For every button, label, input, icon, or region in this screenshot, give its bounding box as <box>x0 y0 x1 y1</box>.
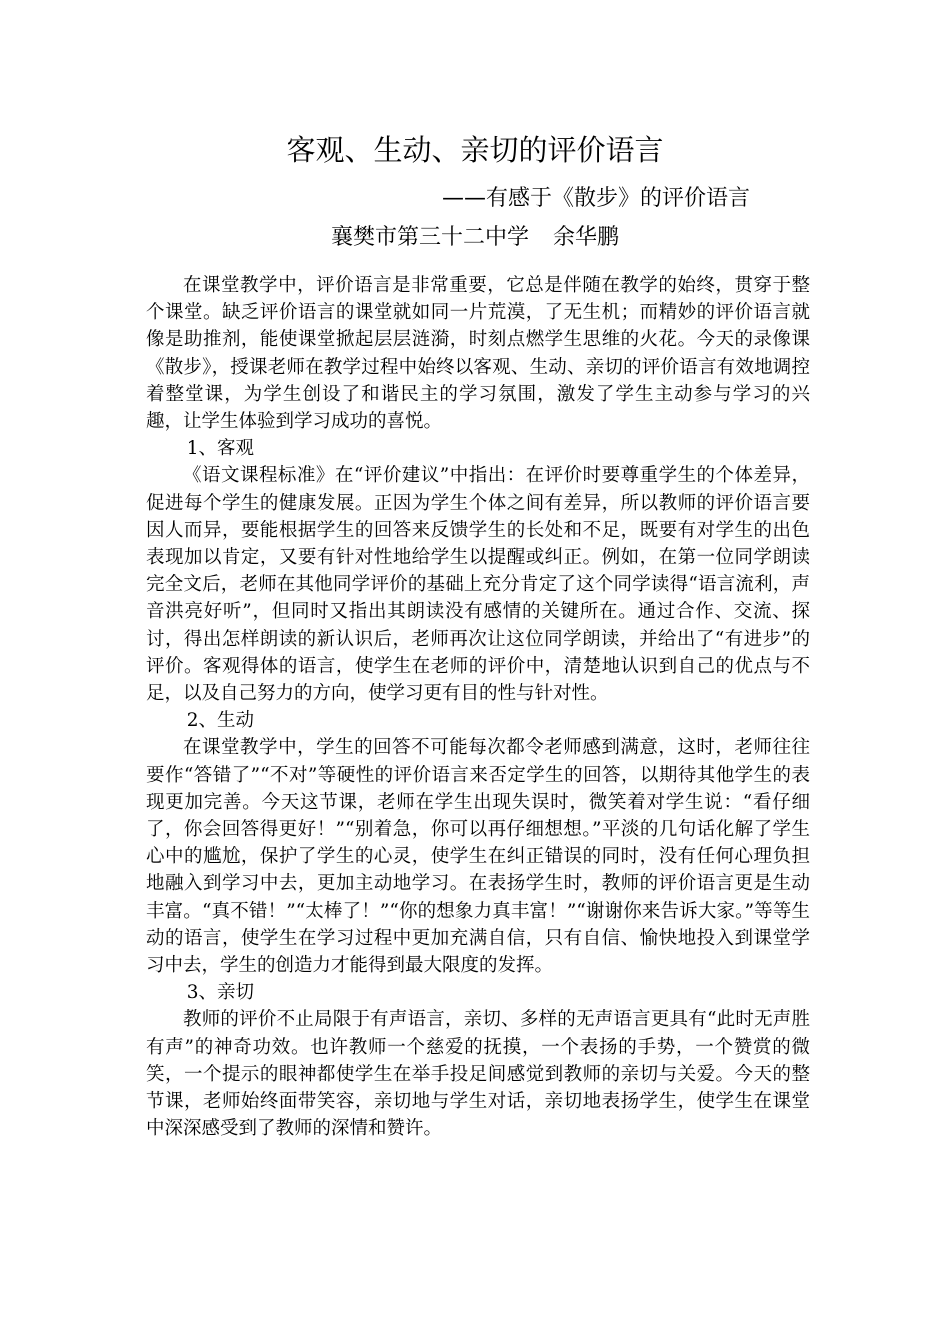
section-heading-objective: 1、客观 <box>186 438 254 460</box>
section-heading-kind: 3、亲切 <box>186 982 254 1004</box>
author-name: 余华鹏 <box>553 225 620 250</box>
document-subtitle: ——有感于《散步》的评价语言 <box>441 186 750 211</box>
section-paragraph-vivid: 在课堂教学中，学生的回答不可能每次都令老师感到满意，这时，老师往往要作“答错了”“不对”等硬性的评价语言来否定学生的回答，以期待其他学生的表现更加完善。今天这节课，老师在学生出现失误时，微笑着对学生说：“看仔细了，你会回答得更好！”“别着急，你可以再仔细想想。”平淡的几句话化解了学生心中的尴尬，保护了学生的心灵，使学生在纠正错误的同时，没有任何心理负担地融入到学习中去，更加主动地学习。在表扬学生时，教师的评价语言更是生动丰富。“真不错！”“太棒了！”“你的想象力真丰富！”“谢谢你来告诉大家。”等等生动的语言，使学生在学习过程中更加充满自信，只有自信、愉快地投入到课堂学习中去，学生的创造力才能得到最大限度的发挥。 <box>146 737 810 977</box>
section-paragraph-objective: 《语文课程标准》在“评价建议”中指出：在评价时要尊重学生的个体差异，促进每个学生的健康发展。正因为学生个体之间有差异，所以教师的评价语言要因人而异，要能根据学生的回答来反馈学生的长处和不足，既要有对学生的出色表现加以肯定，又要有针对性地给学生以提醒或纠正。例如，在第一位同学朗读完全文后，老师在其他同学评价的基础上充分肯定了这个同学读得“语言流利，声音洪亮好听”，但同时又指出其朗读没有感情的关键所在。通过合作、交流、探讨，得出怎样朗读的新认识后，老师再次让这位同学朗读，并给出了“有进步”的评价。客观得体的语言，使学生在老师的评价中，清楚地认识到自己的优点与不足，以及自己努力的方向，使学习更有目的性与针对性。 <box>146 465 810 705</box>
document-title: 客观、生动、亲切的评价语言 <box>286 133 664 167</box>
intro-paragraph: 在课堂教学中，评价语言是非常重要，它总是伴随在教学的始终，贯穿于整个课堂。缺乏评价语言的课堂就如同一片荒漠，了无生机；而精妙的评价语言就像是助推剂，能使课堂掀起层层涟漪，时刻点燃学生思维的火花。今天的录像课《散步》，授课老师在教学过程中始终以客观、生动、亲切的评价语言有效地调控着整堂课，为学生创设了和谐民主的学习氛围，激发了学生主动参与学习的兴趣，让学生体验到学习成功的喜悦。 <box>146 275 810 433</box>
author-line <box>0 222 950 254</box>
section-paragraph-kind: 教师的评价不止局限于有声语言，亲切、多样的无声语言更具有“此时无声胜有声”的神奇功效。也许教师一个慈爱的抚摸，一个表扬的手势，一个赞赏的微笑，一个提示的眼神都使学生在举手投足间感觉到教师的亲切与关爱。今天的整节课，老师始终面带笑容，亲切地与学生对话，亲切地表扬学生，使学生在课堂中深深感受到了教师的深情和赞许。 <box>146 1009 810 1140</box>
section-heading-vivid: 2、生动 <box>186 710 254 732</box>
document-body <box>146 272 810 1143</box>
author-school: 襄樊市第三十二中学 <box>330 225 529 250</box>
